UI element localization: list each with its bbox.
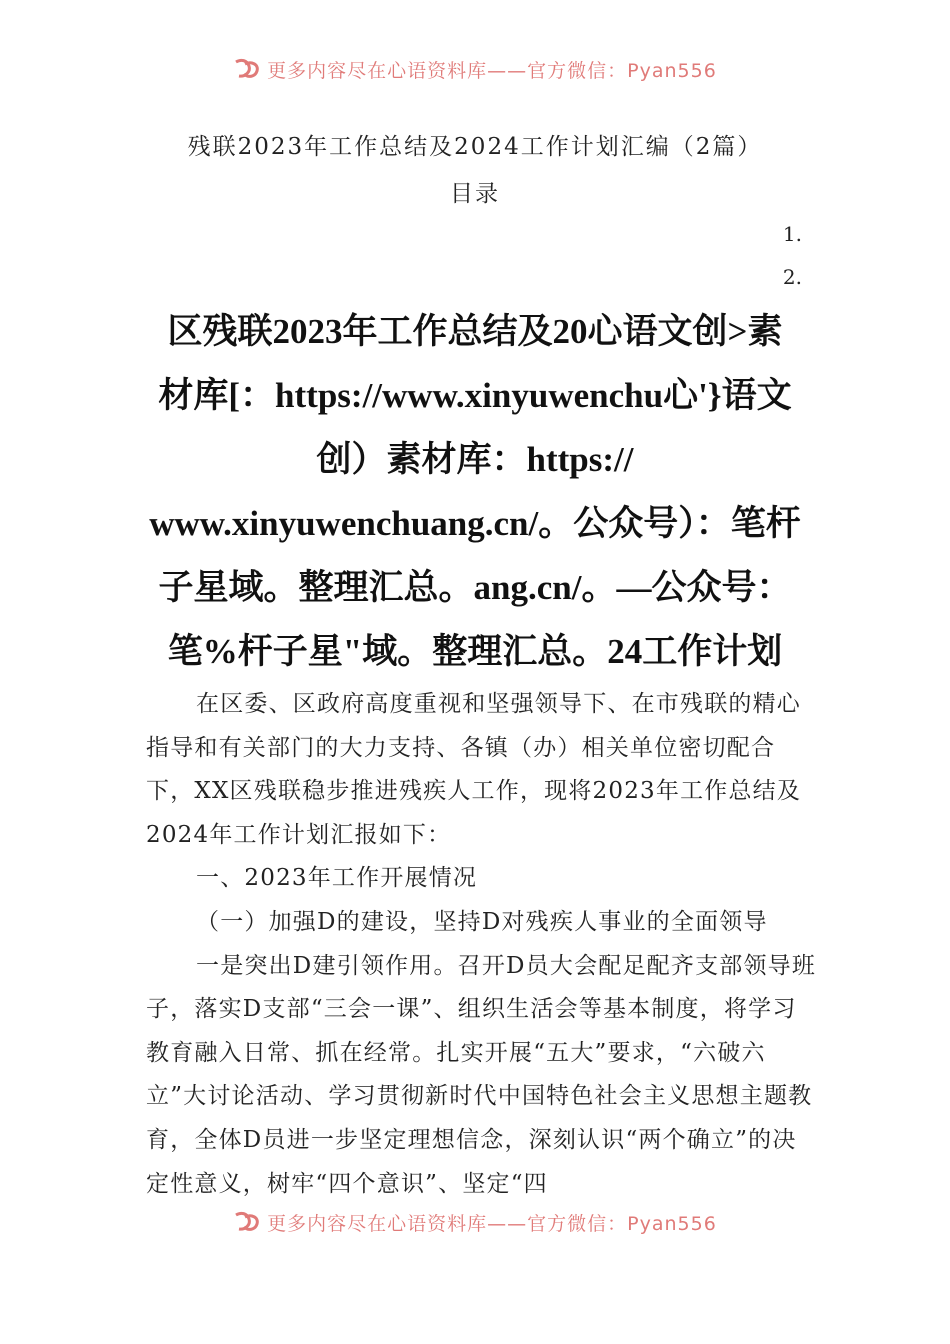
toc-title: 目录 (450, 181, 500, 207)
brand-logo-icon (233, 1211, 261, 1238)
body-paragraph: 一、2023年工作开展情况 (196, 865, 478, 892)
body-paragraph: 在区委、区政府高度重视和坚强领导下、在市残联的精心指导和有关部门的大力支持、各镇（办）相关单位密切配合下，XX区残联稳步推进残疾人工作，现将2023年工作总结及2024年工作计划汇报如下： (146, 691, 802, 848)
heading-line: 子星域。整理汇总。ang.cn/。—公众号： (158, 568, 792, 607)
heading-line: 创）素材库：https:// (316, 440, 634, 479)
document-title: 残联2023年工作总结及2024工作计划汇编（2篇） (187, 134, 763, 160)
heading-line: 笔%杆子星"域。整理汇总。24工作计划 (167, 632, 783, 671)
body-paragraph: 一是突出D建引领作用。召开D员大会配足配齐支部领导班子，落实D支部“三会一课”、组织生活会等基本制度，将学习教育融入日常、抓在经常。扎实开展“五大”要求，“六破六立”大讨论活动、学习贯彻新时代中国特色社会主义思想主题教育，全体D员进一步坚定理想信念，深刻认识“两个确立”的决定性意义，树牢“四个意识”、坚定“四 (146, 952, 817, 1197)
brand-logo-icon (233, 58, 261, 85)
heading-line: 区残联2023年工作总结及20心语文创>素 (167, 312, 783, 351)
watermark-banner-bottom (0, 1209, 950, 1238)
body-paragraph: （一）加强D的建设，坚持D对残疾人事业的全面领导 (196, 908, 768, 935)
heading-line: 材库[：https://www.xinyuwenchu心'}语文 (158, 376, 792, 415)
body-text (146, 683, 818, 1206)
toc-item-2[interactable]: 2. (782, 265, 802, 289)
watermark-banner-top (0, 56, 950, 85)
watermark-text: 更多内容尽在心语资料库——官方微信：Pyan556 (267, 60, 717, 82)
heading-line: www.xinyuwenchuang.cn/。公众号）：笔杆 (149, 504, 801, 543)
section-heading (140, 300, 810, 684)
toc-item-1[interactable]: 1. (782, 222, 802, 246)
watermark-text: 更多内容尽在心语资料库——官方微信：Pyan556 (267, 1213, 717, 1235)
